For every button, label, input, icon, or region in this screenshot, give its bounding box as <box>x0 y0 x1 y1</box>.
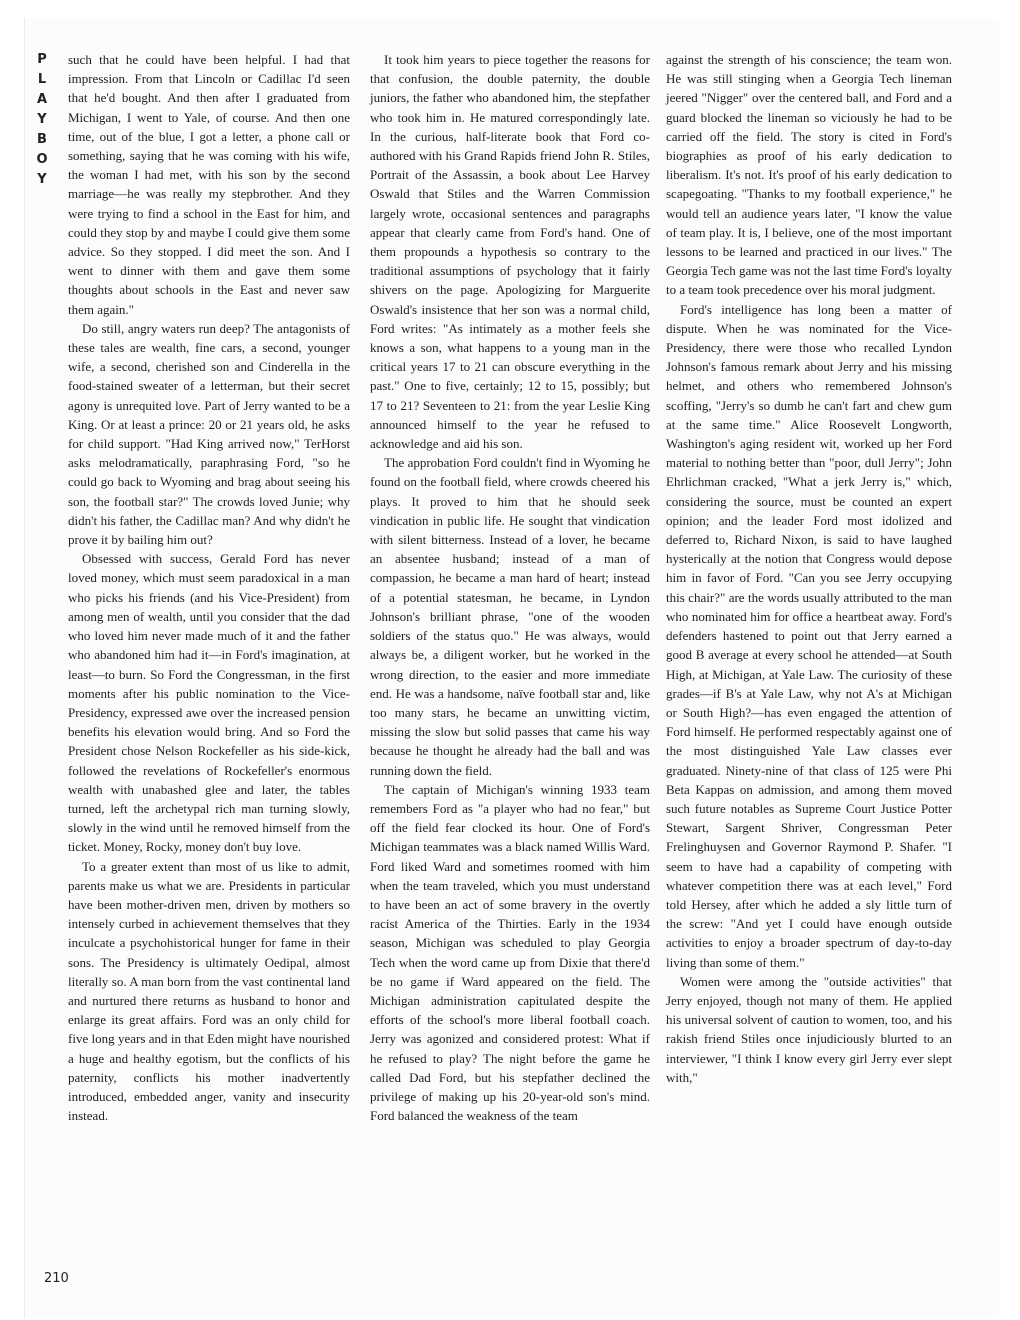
brand-letter: O <box>36 152 48 167</box>
text-column-1 <box>68 50 350 1125</box>
paragraph: Do still, angry waters run deep? The antagonists of these tales are wealth, fine cars, a second, younger wife, a second, cherished son and Cinderella in the food-stained sweater of a letterman, but their secret agony is unrequited love. Part of Jerry wanted to be a King. Or at least a prince: 20 or 21 years old, he asks for child support. "Had King arrived now," TerHorst asks melodramatically, paraphrasing Ford, "so he could go back to Wyoming and brag about seeing his son, the football star?" The crowds loved Junie; why didn't his father, the Cadillac man? And why didn't he prove it by bailing him out? <box>68 320 350 548</box>
brand-letter: L <box>37 72 47 87</box>
paragraph: against the strength of his conscience; the team won. He was still stinging when a Georgia Tech lineman jeered "Nigger" over the centered ball, and Ford and a guard blocked the lineman so viciously he had to be carried off the field. The story is cited in Ford's biographies as proof of his early dedication to liberalism. It's not. It's proof of his early dedication to scapegoating. "Thanks to my football experience," he would tell an audience years later, "I know the value of team play. It is, I believe, one of the most important lessons to be learned and practiced in our lives." The Georgia Tech game was not the last time Ford's loyalty to a team took precedence over his moral judgment. <box>666 52 952 298</box>
text-column-3 <box>666 50 952 1087</box>
paragraph: Ford's intelligence has long been a matter of dispute. When he was nominated for the Vice-Presidency, there were those who recalled Lyndon Johnson's famous remark about Jerry and his missing helmet, and others who remembered Johnson's scoffing, "Jerry's so dumb he can't fart and chew gum at the same time." Alice Roosevelt Longworth, Washington's aging resident wit, worked up her Ford material to nothing better than "poor, dull Jerry"; John Ehrlichman cracked, "What a jerk Jerry is," which, considering the source, must be counted an expert opinion; and the leader Ford most idolized and deferred to, Richard Nixon, is said to have laughed hysterically at the notion that Congress would depose him in favor of Ford. "Can you see Jerry occupying this chair?" are the words usually attributed to the man who nominated him for office a heartbeat away. Ford's defenders hastened to point out that Jerry earned a good B average at every school he attended—at South High, at Michigan, at Yale Law. The curiosity of these grades—if B's at Yale Law, why not A's at Michigan or South High?—has even engaged the attention of Ford himself. He performed respectably against one of the most distinguished Yale Law classes ever graduated. Ninety-nine of that class of 125 were Phi Beta Kappas on admission, and among them moved such future notables as Supreme Court Justice Potter Stewart, Sargent Shriver, Congressman Peter Frelinghuysen and Governor Raymond P. Shafer. "I seem to have had a capability of competing with whatever competition there was at each level," Ford told Hersey, after which he added a sly little turn of the screw: "And yet I could have enough outside activities to enjoy a broader spectrum of day-to-day living than some of them." <box>666 301 952 970</box>
page-number: 210 <box>44 1271 69 1286</box>
text-column-2 <box>370 50 650 1125</box>
paragraph: The captain of Michigan's winning 1933 team remembers Ford as "a player who had no fear," but off the field fear clocked its hour. One of Ford's Michigan teammates was a black named Willis Ward. Ford liked Ward and sometimes roomed with him when the team traveled, which you must understand to have been an act of some bravery in the overtly racist America of the Thirties. Early in the 1934 season, Michigan was scheduled to play Georgia Tech when the word came up from Dixie that there'd be no game if Ward appeared on the field. The Michigan administration capitulated despite the efforts of the school's more liberal football coach. Jerry was agonized and considered protest: What if he refused to play? The night before the game he called Dad Ford, but his stepfather declined the privilege of making up his 20-year-old son's mind. Ford balanced the weakness of the team <box>370 781 650 1124</box>
paragraph: Women were among the "outside activities" that Jerry enjoyed, though not many of them. He applied his universal solvent of caution to women, too, and his rakish friend Stiles once injudiciously blurted to an interviewer, "I think I know every girl Jerry ever slept with," <box>666 973 952 1085</box>
brand-letter: Y <box>37 112 47 127</box>
brand-letter: B <box>37 132 47 147</box>
paragraph: The approbation Ford couldn't find in Wyoming he found on the football field, where crowds cheered his plays. It proved to him that he should seek vindication in public life. He sought that vindication with silent bitterness. Instead of a lover, he became an absentee husband; instead of a man of compassion, he became a man hard of heart; instead of a potential statesman, he became, in Lyndon Johnson's brilliant phrase, "one of the wooden soldiers of the status quo." He was always, would always be, a diligent worker, but he worked in the wrong direction, to the easier and more immediate end. He was a handsome, naïve football star and, like too many stars, he became an unwitting victim, missing the slow but solid passes that came his way because he thought he already had the ball and was running down the field. <box>370 455 650 778</box>
brand-letter: Y <box>37 172 47 187</box>
magazine-name-vertical <box>32 50 52 190</box>
paragraph: To a greater extent than most of us like to admit, parents make us what we are. Presidents in particular have been mother-driven men, driven by mothers so intensely curbed in achievement themselves that they inculcate a psychohistorical hunger for fame in their sons. The Presidency is ultimately Oedipal, almost literally so. A man born from the vast continental land and nurtured there returns as husband to honor and enlarge its great affairs. Ford was an only child for five long years and in that Eden might have nourished a huge and healthy egotism, but the conflicts of his paternity, conflicts his mother inadvertently introduced, embedded anger, vanity and insecurity instead. <box>68 858 350 1124</box>
paragraph: Obsessed with success, Gerald Ford has never loved money, which must seem paradoxical in a man who picks his friends (and his Vice-President) from among men of wealth, until you consider that the dad who loved him never made much of it and the father who abandoned him had it—in Ford's imagination, at least—to burn. So Ford the Congressman, in the first moments after his public nomination to the Vice-Presidency, expressed awe over the increased pension benefits his elevation would bring. And so Ford the President chose Nelson Rockefeller as his side-kick, followed the revelations of Rockefeller's enormous wealth with unabashed glee and later, the tables turned, left the archetypal rich man turning slowly, slowly in the wind until he removed himself from the ticket. Money, Rocky, money don't buy love. <box>68 551 350 855</box>
paragraph: It took him years to piece together the reasons for that confusion, the double paternity, the double juniors, the father who abandoned him, the stepfather who took him in. He matured correspondingly late. In the curious, half-literate book that Ford co-authored with his Grand Rapids friend John R. Stiles, Portrait of the Assassin, a book about Lee Harvey Oswald that Stiles and the Warren Commission largely wrote, occasional sentences and paragraphs appear that clearly came from Ford's hand. One of them propounds a hypothesis so contrary to the traditional assumptions of psychology that it fairly shivers on the page. Apologizing for Marguerite Oswald's insistence that her son was a normal child, Ford writes: "As intimately as a mother feels she knows a son, what happens to a young man in the critical years 17 to 21 can obscure everything in the past." One to five, certainly; 12 to 15, possibly; but 17 to 21? Seventeen to 21: from the year Leslie King announced himself to the year he refused to acknowledge and aid his son. <box>370 52 650 452</box>
paragraph: such that he could have been helpful. I had that impression. From that Lincoln or Cadillac I'd seen that he'd bought. And then after I graduated from Michigan, I went to Yale, of course. And then one time, out of the blue, I got a letter, a phone call or something, saying that he was coming with his wife, the woman I had met, with his son by the second marriage—he was really my stepbrother. And they were trying to find a school in the East for him, and could they stop by and maybe I could give them some advice. So they stopped. I did meet the son. And I went to dinner with them and gave them some thoughts about schools in the East and never saw them again." <box>68 52 350 317</box>
brand-letter: P <box>37 52 47 67</box>
brand-letter: A <box>36 92 48 107</box>
